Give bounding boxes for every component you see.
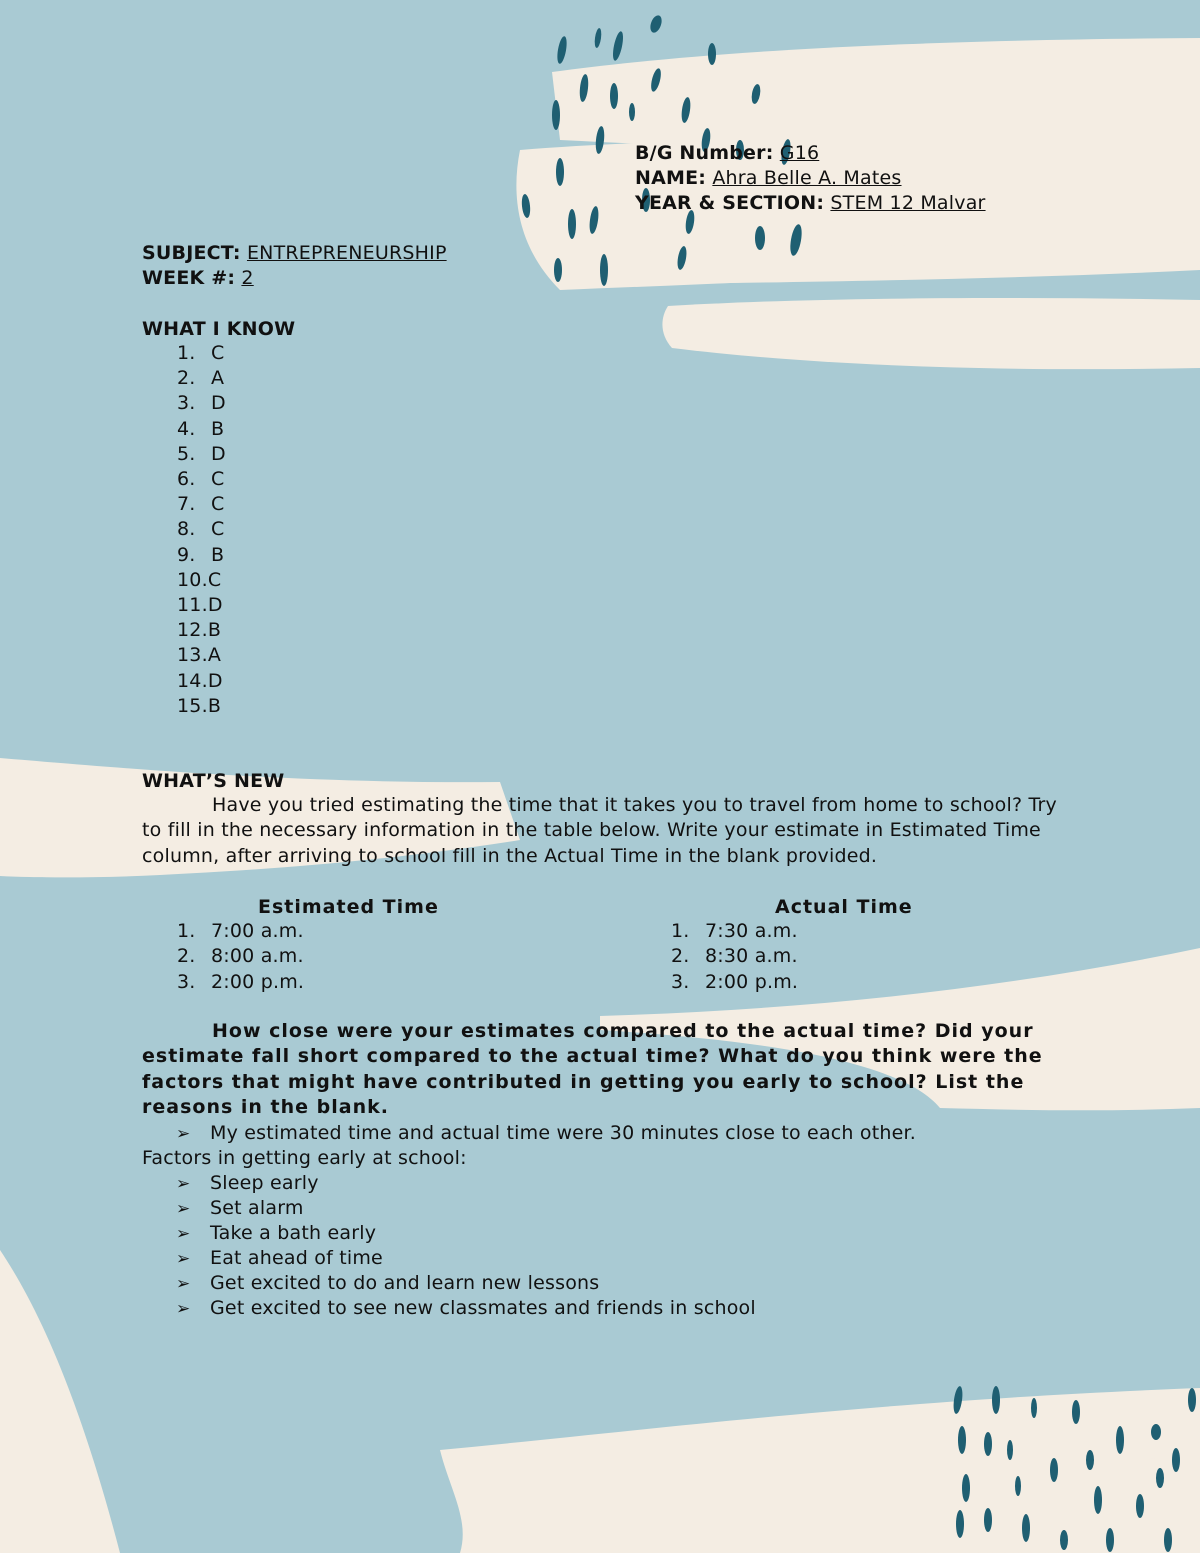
factor-item [176,1246,383,1272]
factor-item [176,1271,599,1297]
item-number: 5. [177,442,196,465]
estimated-time-header: Estimated Time [258,896,439,918]
factor-text: Eat ahead of time [210,1247,383,1269]
estimated-time-row [177,970,304,995]
list-item [177,618,221,643]
arrow-bullet-icon: ➢ [176,1124,191,1144]
actual-time-value: 8:30 a.m. [705,945,798,968]
actual-time-value: 2:00 p.m. [705,970,799,993]
item-answer: B [207,694,222,717]
item-answer: C [211,493,225,516]
week-line [142,266,254,291]
item-answer: A [211,367,225,390]
week-label: WEEK #: [142,267,236,289]
answer-line [176,1121,916,1147]
estimated-time-row [177,944,304,969]
item-answer: C [211,468,225,490]
time-number: 1. [671,920,690,942]
list-item [177,517,224,542]
list-item [177,492,224,517]
item-number: 14. [177,669,208,692]
factor-text: Set alarm [210,1197,304,1219]
list-item [177,366,224,391]
reflection-question: How close were your estimates compared to the actual time? Did your estimate fall short compared to the actual time? What do you think were the factors that might have contributed in getting you early to school? List the reasons in the blank. [142,1020,1043,1118]
item-answer: D [211,442,226,465]
estimated-time-value: 2:00 p.m. [211,970,305,993]
arrow-bullet-icon: ➢ [176,1224,191,1244]
what-i-know-title: WHAT I KNOW [142,318,296,340]
actual-time-row [671,944,798,969]
factor-text: Take a bath early [210,1222,377,1244]
item-answer: B [207,619,222,642]
factor-text: Sleep early [210,1172,319,1194]
name-line [635,166,902,191]
list-item [177,341,224,366]
list-item [177,391,226,416]
answer-text: My estimated time and actual time were 30 minutes close to each other. [210,1122,917,1144]
item-number: 9. [177,543,196,566]
whats-new-title: WHAT’S NEW [142,770,285,792]
arrow-bullet-icon: ➢ [176,1249,191,1269]
item-number: 1. [177,342,196,364]
subject-line [142,241,447,266]
bg-number-value: G16 [779,142,820,164]
item-answer: D [207,669,223,692]
factor-item [176,1196,304,1222]
item-answer: D [207,594,223,616]
subject-value: ENTREPRENEURSHIP [246,242,447,264]
item-number: 4. [177,417,196,440]
list-item [177,568,221,593]
estimated-time-row [177,919,304,944]
bg-number-line [635,141,819,166]
item-number: 3. [177,392,196,415]
factor-item [176,1171,319,1197]
actual-time-value: 7:30 a.m. [705,920,798,942]
item-answer: B [211,543,225,566]
subject-label: SUBJECT: [142,242,241,264]
whats-new-intro: Have you tried estimating the time that it takes you to travel from home to school? Try to fill in the necessary information in the table below. Write your estimate in Estimated Time column, after arriving to school fill in the Actual Time in the blank provided. [142,794,1057,867]
arrow-bullet-icon: ➢ [176,1174,191,1194]
list-item [177,543,224,568]
arrow-bullet-icon: ➢ [176,1299,191,1319]
section-line [635,191,986,216]
item-number: 11. [177,594,208,616]
factor-item [176,1296,756,1322]
item-answer: D [211,392,226,415]
list-item [177,669,223,694]
item-answer: C [211,342,225,364]
item-answer: A [207,644,222,667]
item-answer: C [207,568,222,591]
list-item [177,417,224,442]
estimated-time-value: 8:00 a.m. [211,945,304,968]
item-number: 12. [177,619,208,642]
time-number: 3. [671,970,690,993]
section-value: STEM 12 Malvar [830,192,986,214]
factor-text: Get excited to do and learn new lessons [210,1272,600,1294]
item-number: 2. [177,367,196,390]
actual-time-header: Actual Time [775,896,913,918]
list-item [177,694,221,719]
time-number: 3. [177,970,196,993]
time-number: 1. [177,920,196,942]
bg-number-label: B/G Number: [635,142,774,164]
week-value: 2 [241,267,254,289]
actual-time-row [671,919,798,944]
actual-time-row [671,970,798,995]
section-label: YEAR & SECTION: [635,192,825,214]
item-number: 13. [177,644,208,667]
item-number: 7. [177,493,196,516]
arrow-bullet-icon: ➢ [176,1199,191,1219]
factor-text: Get excited to see new classmates and friends in school [210,1297,756,1319]
name-label: NAME: [635,167,707,189]
arrow-bullet-icon: ➢ [176,1274,191,1294]
item-number: 8. [177,518,196,541]
list-item [177,643,221,668]
list-item [177,467,224,492]
item-number: 15. [177,694,208,717]
item-answer: B [211,417,225,440]
factor-item [176,1221,376,1247]
time-number: 2. [177,945,196,968]
list-item [177,442,226,467]
name-value: Ahra Belle A. Mates [712,167,902,189]
item-number: 6. [177,468,196,490]
item-number: 10. [177,568,208,591]
item-answer: C [211,518,225,541]
time-number: 2. [671,945,690,968]
estimated-time-value: 7:00 a.m. [211,920,304,942]
list-item [177,593,223,618]
factors-label: Factors in getting early at school: [142,1147,467,1169]
